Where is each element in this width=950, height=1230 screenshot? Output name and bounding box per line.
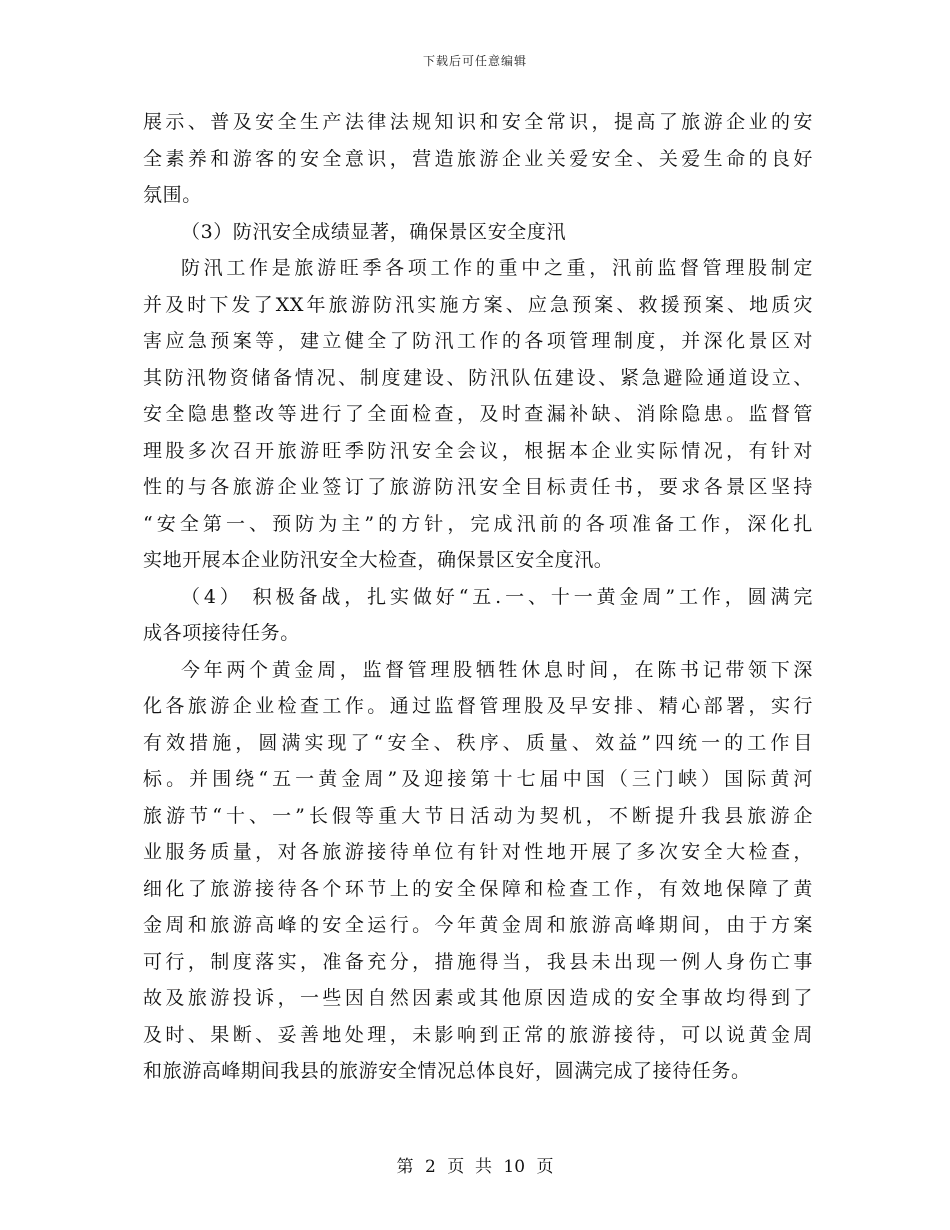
- page-header: [0, 52, 950, 69]
- paragraph: [143, 652, 813, 1090]
- text-line: 可行，制度落实，准备充分，措施得当，我县未出现一例人身伤亡事: [143, 950, 813, 973]
- text-line: 安全隐患整改等进行了全面检查，及时查漏补缺、消除隐患。监督管: [143, 403, 813, 425]
- text-line: 全素养和游客的安全意识，营造旅游企业关爱安全、关爱生命的良好: [143, 147, 813, 170]
- text-line: 理股多次召开旅游旺季防汛安全会议，根据本企业实际情况，有针对: [143, 439, 813, 462]
- footer-middle: 页 共: [447, 1157, 492, 1177]
- paragraph: [143, 104, 813, 214]
- text-line: 展示、普及安全生产法律法规知识和安全常识，提高了旅游企业的安: [143, 111, 813, 133]
- text-line: 和旅游高峰期间我县的旅游安全情况总体良好，圆满完成了接待任务。: [143, 1060, 751, 1082]
- text-line: （4） 积极备战，扎实做好“五.一、十一黄金周”工作，圆满完: [181, 585, 813, 608]
- text-line: 氛围。: [143, 184, 202, 206]
- text-line: 今年两个黄金周，监督管理股牺牲休息时间，在陈书记带领下深: [181, 658, 813, 681]
- text-line: 化各旅游企业检查工作。通过监督管理股及早安排、精心部署，实行: [143, 695, 813, 717]
- text-line: 及时、果断、妥善地处理，未影响到正常的旅游接待，可以说黄金周: [143, 1023, 813, 1046]
- text-line: 其防汛物资储备情况、制度建设、防汛队伍建设、紧急避险通道设立、: [143, 366, 813, 389]
- text-line: 细化了旅游接待各个环节上的安全保障和检查工作，有效地保障了黄: [143, 877, 813, 900]
- header-text: 下载后可任意编辑: [422, 54, 527, 68]
- text-line: 性的与各旅游企业签订了旅游防汛安全目标责任书，要求各景区坚持: [143, 476, 813, 498]
- text-line: 成各项接待任务。: [143, 622, 300, 644]
- text-line: “安全第一、预防为主”的方针，完成汛前的各项准备工作，深化扎: [143, 512, 813, 535]
- text-line: 金周和旅游高峰的安全运行。今年黄金周和旅游高峰期间，由于方案: [143, 914, 813, 936]
- text-line: （3）防汛安全成绩显著，确保景区安全度汛: [181, 220, 567, 243]
- section-heading: [143, 579, 813, 652]
- document-body: [143, 104, 813, 1090]
- footer-total-pages: 10: [503, 1157, 526, 1177]
- text-line: 实地开展本企业防汛安全大检查，确保景区安全度汛。: [143, 549, 614, 571]
- text-line: 并及时下发了XX年旅游防汛实施方案、应急预案、救援预案、地质灾: [143, 293, 813, 316]
- text-line: 有效措施，圆满实现了“安全、秩序、质量、效益”四统一的工作目: [143, 731, 813, 754]
- text-line: 标。并围绕“五一黄金周”及迎接第十七届中国（三门峡）国际黄河: [143, 768, 813, 790]
- text-line: 防汛工作是旅游旺季各项工作的重中之重，汛前监督管理股制定: [181, 257, 813, 279]
- section-heading: [143, 214, 813, 251]
- footer-suffix: 页: [536, 1157, 554, 1177]
- page-footer: [0, 1152, 950, 1177]
- text-line: 业服务质量，对各旅游接待单位有针对性地开展了多次安全大检查，: [143, 841, 813, 863]
- text-line: 旅游节“十、一”长假等重大节日活动为契机，不断提升我县旅游企: [143, 804, 813, 827]
- footer-prefix: 第: [396, 1157, 414, 1177]
- text-line: 故及旅游投诉，一些因自然因素或其他原因造成的安全事故均得到了: [143, 987, 813, 1009]
- paragraph: [143, 250, 813, 579]
- footer-current-page: 2: [424, 1157, 436, 1177]
- text-line: 害应急预案等，建立健全了防汛工作的各项管理制度，并深化景区对: [143, 330, 813, 352]
